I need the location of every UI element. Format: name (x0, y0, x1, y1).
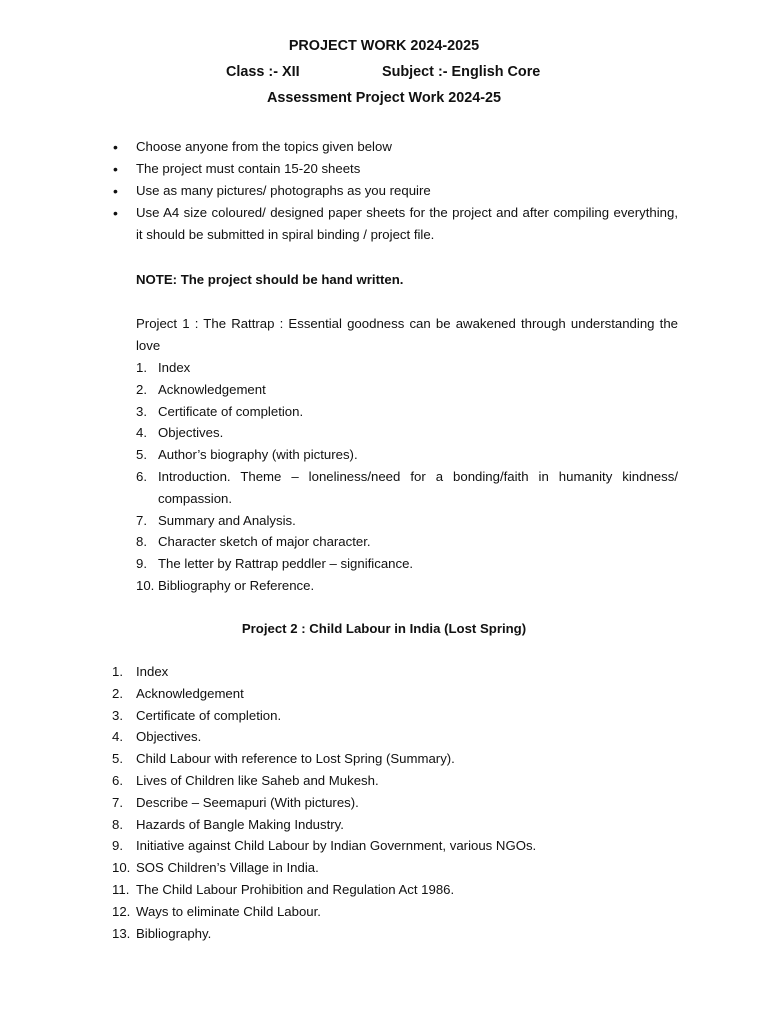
item-text: Acknowledgement (136, 685, 244, 701)
item-number: 1. (136, 360, 147, 375)
item-number: 10. (112, 860, 131, 876)
project-1-title: Project 1 : The Rattrap : Essential goodness can be awakened through understanding the love (136, 316, 678, 353)
item-text: Summary and Analysis. (158, 512, 296, 528)
item-number: 12. (112, 903, 131, 919)
list-item (112, 835, 678, 857)
item-number: 9. (112, 838, 123, 854)
instruction-item: • The project must contain 15-20 sheets (112, 158, 678, 180)
instruction-item: • Choose anyone from the topics given below (112, 136, 678, 158)
item-text: Certificate of completion. (158, 403, 304, 419)
item-text: Describe – Seemapuri (With pictures). (136, 794, 359, 810)
item-text: Index (136, 664, 169, 679)
item-text: Lives of Children like Saheb and Mukesh. (136, 772, 379, 788)
item-number: 3. (136, 403, 147, 419)
list-item (136, 553, 678, 575)
project-2-title: Project 2 : Child Labour in India (Lost Spring) (241, 621, 527, 636)
item-number: 1. (112, 664, 123, 679)
item-text: Author’s biography (with pictures). (158, 447, 358, 463)
item-number: 9. (136, 556, 147, 572)
list-item (112, 857, 678, 879)
list-item (112, 792, 678, 814)
item-number: 2. (136, 381, 147, 397)
item-text: Objectives. (158, 425, 224, 441)
list-item (112, 748, 678, 770)
item-number: 7. (136, 512, 147, 528)
list-item (136, 379, 678, 401)
item-text: Introduction. Theme – loneliness/need for a bonding/faith in humanity kindness/ compassion. (158, 468, 678, 506)
project-1-list (136, 357, 678, 597)
subject-label: Subject :- English Core (382, 64, 541, 80)
item-number: 6. (136, 468, 147, 484)
class-label: Class :- XII (226, 64, 300, 80)
item-number: 5. (112, 751, 123, 767)
item-text: Objectives. (136, 729, 202, 745)
item-number: 5. (136, 447, 147, 463)
list-item (136, 531, 678, 553)
item-text: Character sketch of major character. (158, 534, 371, 550)
list-item (112, 661, 678, 683)
item-text: Hazards of Bangle Making Industry. (136, 816, 344, 832)
list-item (136, 510, 678, 532)
list-item (112, 814, 678, 836)
item-text: Index (158, 360, 191, 375)
item-text: Initiative against Child Labour by Indian Government, various NGOs. (136, 838, 537, 854)
item-number: 4. (112, 729, 123, 745)
item-text: Acknowledgement (158, 381, 266, 397)
item-text: Child Labour with reference to Lost Spring (Summary). (136, 751, 455, 767)
item-number: 2. (112, 685, 123, 701)
handwritten-note: NOTE: The project should be hand written. (136, 272, 404, 287)
item-text: SOS Children’s Village in India. (136, 860, 319, 876)
instructions-list (112, 136, 678, 246)
list-item (136, 422, 678, 444)
item-text: Certificate of completion. (136, 707, 282, 723)
list-item (136, 401, 678, 423)
list-item (112, 923, 678, 945)
item-number: 4. (136, 425, 147, 441)
item-text: Ways to eliminate Child Labour. (136, 903, 321, 919)
instruction-item: • Use as many pictures/ photographs as you require (112, 180, 678, 202)
list-item (112, 879, 678, 901)
item-text: Bibliography. (136, 925, 212, 941)
item-number: 3. (112, 707, 123, 723)
item-number: 10. (136, 577, 155, 593)
item-text: The letter by Rattrap peddler – significance. (158, 556, 414, 572)
document-subtitle: Assessment Project Work 2024-25 (266, 90, 502, 106)
list-item (112, 770, 678, 792)
list-item (136, 466, 678, 510)
project-2-list (112, 661, 678, 944)
item-text: Bibliography or Reference. (158, 577, 315, 593)
item-number: 11. (112, 881, 130, 897)
item-number: 6. (112, 772, 123, 788)
item-number: 7. (112, 794, 123, 810)
list-item (112, 726, 678, 748)
item-number: 8. (136, 534, 147, 550)
instruction-item: • Use A4 size coloured/ designed paper sheets for the project and after compiling everything, it should be submitted in spiral binding / project file. (112, 202, 678, 246)
list-item (112, 705, 678, 727)
list-item (136, 357, 678, 379)
list-item (112, 901, 678, 923)
list-item (136, 444, 678, 466)
item-number: 8. (112, 816, 123, 832)
document-title: PROJECT WORK 2024-2025 (288, 38, 480, 54)
item-text: The Child Labour Prohibition and Regulation Act 1986. (136, 881, 455, 897)
list-item (136, 575, 678, 597)
list-item (112, 683, 678, 705)
item-number: 13. (112, 925, 131, 941)
